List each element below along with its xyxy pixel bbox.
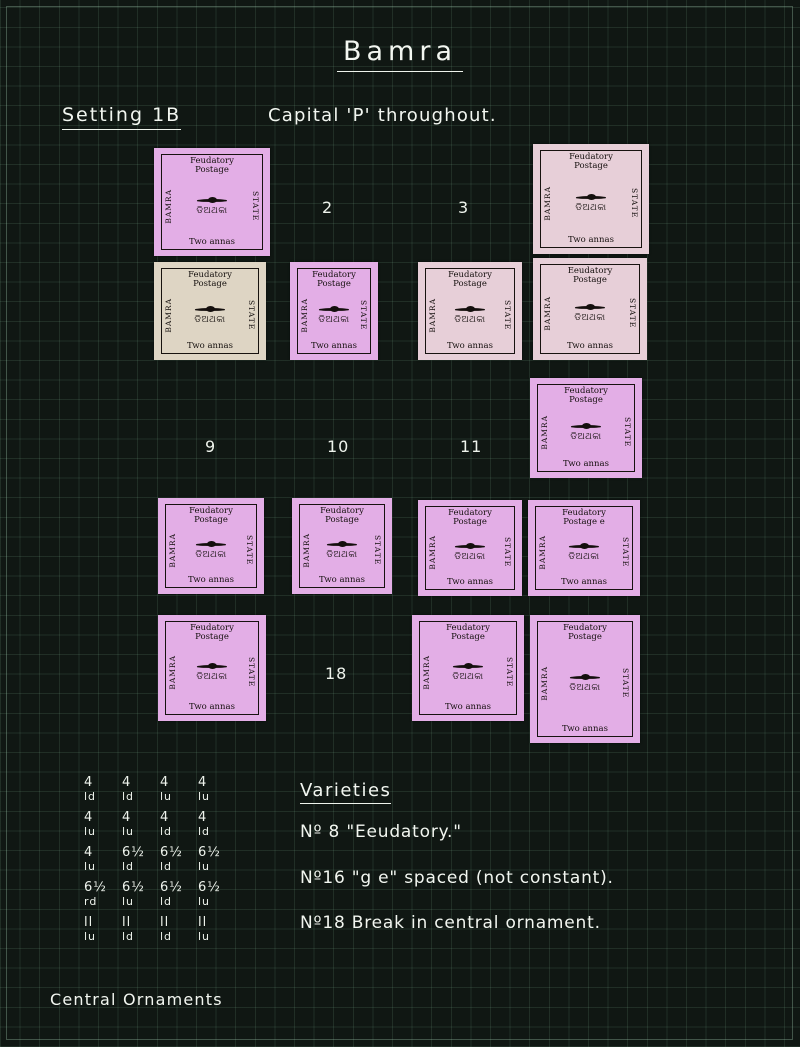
ornament-cell-bottom: ld: [122, 930, 135, 943]
stamp-line-value: Two annas: [445, 702, 491, 713]
stamp-side-bamra: BAMRA: [543, 186, 552, 221]
ornament-cell-bottom: lu: [84, 860, 97, 873]
stamp-line-feudatory: Feudatory: [188, 270, 232, 280]
stamp-line-value: Two annas: [563, 459, 609, 470]
stamp-side-bamra: BAMRA: [540, 415, 549, 450]
stamp-line-postage: Postage: [574, 160, 608, 171]
ornament-cell-bottom: lu: [160, 790, 173, 803]
central-ornament-icon: [196, 541, 226, 548]
central-ornament-icon: [570, 674, 600, 681]
stamp-oriya-text: ଡିଅଥକା: [196, 205, 228, 216]
stamp-line-value: Two annas: [562, 724, 608, 735]
stamp-line-value: Two annas: [447, 341, 493, 352]
ornament-cell-top: 6½: [198, 880, 221, 895]
ornament-cell-top: 6½: [122, 880, 145, 895]
ornament-cell-top: ll: [160, 915, 170, 930]
stamp: [412, 615, 524, 721]
stamp-side-state: STATE: [628, 298, 637, 329]
ornament-cell-top: 6½: [198, 845, 221, 860]
stamp-line-value: Two annas: [567, 341, 613, 352]
central-ornaments-table: [84, 775, 222, 950]
stamp: [533, 258, 647, 360]
stamp: [528, 500, 640, 596]
variety-item: Nº18 Break in central ornament.: [300, 913, 601, 933]
stamp-side-bamra: BAMRA: [422, 655, 431, 690]
ornament-cell-top: ll: [122, 915, 132, 930]
stamp-line-postage: Postage: [573, 274, 607, 285]
ornament-cell-bottom: lu: [122, 825, 135, 838]
stamp-side-state: STATE: [505, 657, 514, 688]
stamp-line-feudatory: Feudatory: [446, 623, 490, 633]
central-ornament-icon: [319, 306, 349, 313]
central-ornament-icon: [195, 306, 225, 313]
stamp-side-state: STATE: [621, 537, 630, 568]
stamp-side-bamra: BAMRA: [302, 533, 311, 568]
ornament-cell-top: ll: [198, 915, 208, 930]
stamp-oriya-text: ଡିଅଥକା: [569, 682, 601, 693]
grid-number: 18: [325, 664, 348, 683]
stamp-oriya-text: ଡିଅଥକା: [195, 549, 227, 560]
stamp-oriya-text: ଡିଅଥକା: [454, 314, 486, 325]
stamp-side-bamra: BAMRA: [540, 666, 549, 701]
stamp-side-state: STATE: [621, 668, 630, 699]
central-ornament-icon: [455, 543, 485, 550]
stamp-oriya-text: ଡିଅଥକା: [194, 314, 226, 325]
capital-note: Capital 'P' throughout.: [268, 105, 497, 126]
stamp: [292, 498, 392, 594]
stamp-line-value: Two annas: [187, 341, 233, 352]
stamp-line-postage: Postage: [451, 631, 485, 642]
ornament-cell-bottom: lu: [84, 930, 97, 943]
central-ornament-icon: [569, 543, 599, 550]
ornament-row: [84, 915, 222, 943]
stamp-line-postage: Postage: [453, 278, 487, 289]
stamp: [530, 378, 642, 478]
central-ornament-icon: [453, 663, 483, 670]
stamp-line-feudatory: Eeudatory: [567, 266, 613, 276]
stamp-line-postage: Postage: [195, 631, 229, 642]
stamp-oriya-text: ଡିଅଥକା: [574, 312, 606, 323]
stamp-line-value: Two annas: [189, 237, 235, 248]
ornament-cell-bottom: lu: [198, 860, 211, 873]
stamp-line-postage: Postage: [569, 394, 603, 405]
stamp-line-value: Two annas: [189, 702, 235, 713]
stamp-line-postage: Postage: [195, 164, 229, 175]
ornament-cell-top: 4: [84, 775, 94, 790]
variety-item: Nº 8 "Eeudatory.": [300, 822, 462, 842]
stamp: [418, 500, 522, 596]
stamp-line-feudatory: Feudatory: [190, 623, 234, 633]
stamp-side-state: STATE: [630, 188, 639, 219]
stamp-side-state: STATE: [503, 300, 512, 331]
stamp-line-postage: Postage e: [563, 516, 605, 527]
stamp-line-feudatory: Feudatory: [448, 508, 492, 518]
stamp-side-state: STATE: [245, 535, 254, 566]
ornament-cell-bottom: lu: [122, 895, 135, 908]
central-ornaments-label: Central Ornaments: [50, 990, 223, 1009]
ornament-cell-bottom: ld: [160, 895, 173, 908]
stamp-side-state: STATE: [251, 191, 260, 222]
page-title: [0, 36, 800, 67]
grid-number: 11: [460, 437, 483, 456]
ornament-cell-bottom: ld: [160, 825, 173, 838]
ornament-cell-bottom: ld: [84, 790, 97, 803]
setting-label: Setting 1B: [62, 104, 181, 130]
stamp-line-feudatory: Feudatory: [562, 508, 606, 518]
stamp-side-bamra: BAMRA: [164, 298, 173, 333]
central-ornament-icon: [571, 423, 601, 430]
grid-number: 2: [322, 198, 334, 217]
central-ornament-icon: [327, 541, 357, 548]
ornament-cell-top: 4: [84, 810, 94, 825]
stamp-oriya-text: ଡିଅଥକା: [452, 671, 484, 682]
ornament-cell-top: 4: [198, 775, 208, 790]
stamp-oriya-text: ଡିଅଥକା: [326, 549, 358, 560]
stamp-side-state: STATE: [359, 300, 368, 331]
ornament-cell-bottom: ld: [122, 790, 135, 803]
ornament-cell-bottom: ld: [122, 860, 135, 873]
stamp-line-feudatory: Feudatory: [312, 270, 356, 280]
ornament-cell-bottom: lu: [198, 790, 211, 803]
grid-number: 10: [327, 437, 350, 456]
ornament-cell-bottom: lu: [198, 895, 211, 908]
stamp-line-value: Two annas: [447, 577, 493, 588]
stamp-oriya-text: ଡିଅଥକା: [196, 671, 228, 682]
ornament-cell-top: 4: [160, 775, 170, 790]
stamp-oriya-text: ଡିଅଥକା: [568, 551, 600, 562]
ornament-cell-bottom: ld: [160, 860, 173, 873]
grid-number: 9: [205, 437, 217, 456]
ornament-cell-top: 4: [84, 845, 94, 860]
stamp-line-feudatory: Feudatory: [320, 506, 364, 516]
stamp: [530, 615, 640, 743]
ornament-cell-top: 4: [122, 810, 132, 825]
page-title-text: Bamra: [337, 36, 463, 72]
stamp-line-postage: Postage: [194, 514, 228, 525]
ornament-cell-bottom: ld: [160, 930, 173, 943]
central-ornament-icon: [575, 304, 605, 311]
stamp-line-feudatory: Feudatory: [448, 270, 492, 280]
ornament-row: [84, 775, 222, 803]
central-ornament-icon: [455, 306, 485, 313]
varieties-title: Varieties: [300, 780, 391, 804]
stamp-line-value: Two annas: [561, 577, 607, 588]
stamp: [158, 498, 264, 594]
stamp-side-bamra: BAMRA: [300, 298, 309, 333]
stamp-line-value: Two annas: [188, 575, 234, 586]
ornament-cell-bottom: lu: [84, 825, 97, 838]
stamp-side-state: STATE: [247, 300, 256, 331]
central-ornament-icon: [197, 197, 227, 204]
central-ornament-icon: [197, 663, 227, 670]
stamp-line-feudatory: Feudatory: [569, 152, 613, 162]
ornament-cell-top: 6½: [122, 845, 145, 860]
ornament-cell-top: ll: [84, 915, 94, 930]
ornament-cell-top: 6½: [84, 880, 107, 895]
variety-item: Nº16 "g e" spaced (not constant).: [300, 868, 614, 888]
stamp-side-state: STATE: [247, 657, 256, 688]
stamp-line-postage: Postage: [193, 278, 227, 289]
stamp-line-value: Two annas: [568, 235, 614, 246]
stamp-line-postage: Postage: [453, 516, 487, 527]
stamp-line-feudatory: Feudatory: [564, 386, 608, 396]
ornament-cell-top: 4: [160, 810, 170, 825]
stamp-line-value: Two annas: [311, 341, 357, 352]
stamp-oriya-text: ଡିଅଥକା: [454, 551, 486, 562]
stamp-line-feudatory: Feudatory: [190, 156, 234, 166]
stamp-side-bamra: BAMRA: [538, 535, 547, 570]
ornament-row: [84, 810, 222, 838]
ornament-cell-top: 6½: [160, 845, 183, 860]
ornament-cell-bottom: rd: [84, 895, 98, 908]
stamp-side-state: STATE: [503, 537, 512, 568]
ornament-cell-top: 6½: [160, 880, 183, 895]
stamp: [158, 615, 266, 721]
ornament-cell-bottom: lu: [198, 930, 211, 943]
stamp-side-bamra: BAMRA: [168, 655, 177, 690]
stamp-oriya-text: ଡିଅଥକା: [318, 314, 350, 325]
ornament-cell-top: 4: [122, 775, 132, 790]
stamp-line-postage: Postage: [317, 278, 351, 289]
stamp-side-state: STATE: [623, 417, 632, 448]
central-ornament-icon: [576, 194, 606, 201]
stamp-side-bamra: BAMRA: [543, 296, 552, 331]
stamp-line-feudatory: Feudatory: [563, 623, 607, 633]
stamp: [533, 144, 649, 254]
ornament-row: [84, 845, 222, 873]
ornament-cell-top: 4: [198, 810, 208, 825]
stamp-line-postage: Postage: [325, 514, 359, 525]
stamp-oriya-text: ଡିଅଥକା: [570, 431, 602, 442]
stamp-oriya-text: ଡିଅଥକା: [575, 202, 607, 213]
ornament-row: [84, 880, 222, 908]
ornament-cell-bottom: ld: [198, 825, 211, 838]
grid-number: 3: [458, 198, 470, 217]
stamp-line-postage: Postage: [568, 631, 602, 642]
stamp-line-feudatory: Feudatory: [189, 506, 233, 516]
stamp-side-bamra: BAMRA: [168, 533, 177, 568]
stamp-side-bamra: BAMRA: [164, 189, 173, 224]
stamp: [290, 262, 378, 360]
stamp-line-value: Two annas: [319, 575, 365, 586]
stamp-side-bamra: BAMRA: [428, 535, 437, 570]
stamp-side-state: STATE: [373, 535, 382, 566]
stamp-side-bamra: BAMRA: [428, 298, 437, 333]
stamp: [418, 262, 522, 360]
stamp: [154, 148, 270, 256]
stamp: [154, 262, 266, 360]
